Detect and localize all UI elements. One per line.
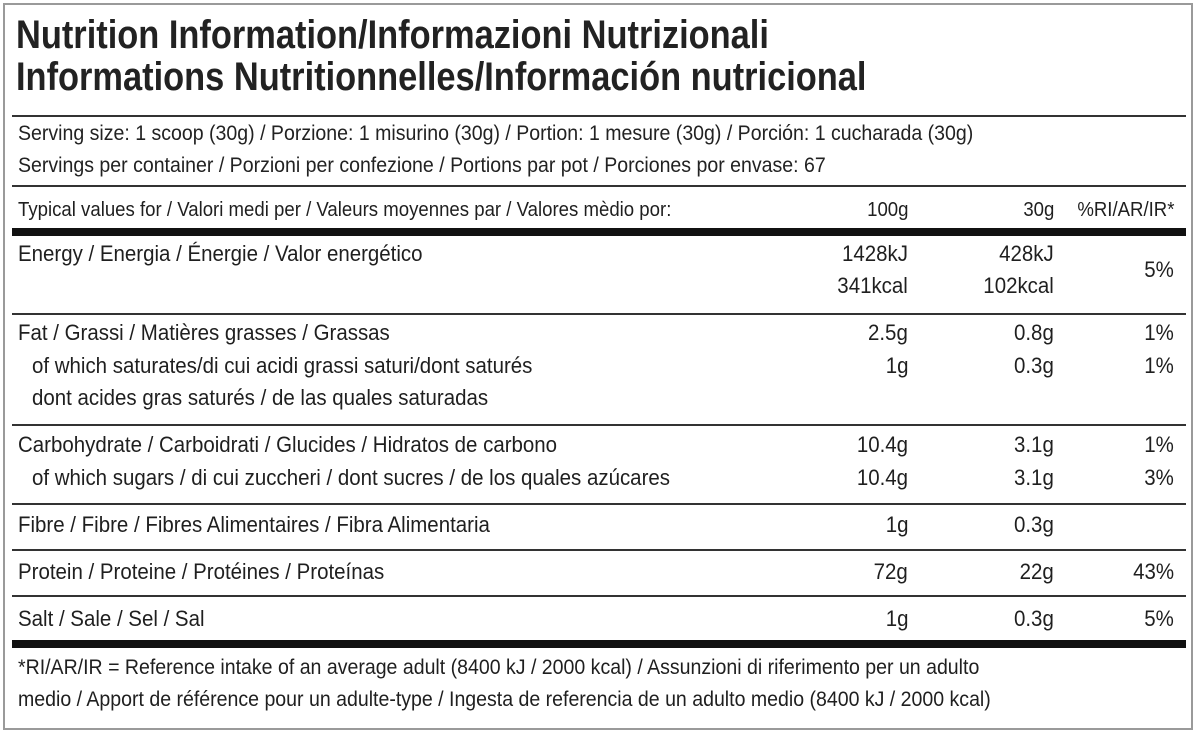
fat-ri: 1% (1144, 320, 1174, 345)
saturates-label-line-1: of which saturates/di cui acidi grassi saturi/dont saturés (32, 353, 533, 378)
salt-label: Salt / Sale / Sel / Sal (18, 606, 205, 631)
serving-info (18, 118, 1097, 182)
sugars-ri: 3% (1144, 465, 1174, 490)
fibre-divider (12, 549, 1186, 551)
energy-kcal-100g: 341kcal (837, 273, 908, 298)
panel-title (16, 14, 866, 98)
servings-per-container: Servings per container / Porzioni per confezione / Portions par pot / Porciones por envase: 67 (18, 154, 826, 177)
sugars-30g: 3.1g (1014, 465, 1054, 490)
fat-divider (12, 424, 1186, 426)
fat-30g: 0.8g (1014, 320, 1054, 345)
table-row-carbohydrate (18, 429, 1180, 493)
energy-divider (12, 313, 1186, 315)
carbohydrate-ri: 1% (1144, 432, 1174, 457)
column-header-label: Typical values for / Valori medi per / Valeurs moyennes par / Valores mèdio por: (18, 199, 672, 221)
title-divider (12, 115, 1186, 117)
energy-kj-30g: 428kJ (999, 241, 1054, 266)
carbohydrate-30g: 3.1g (1014, 432, 1054, 457)
fibre-30g: 0.3g (1014, 512, 1054, 537)
saturates-100g: 1g (885, 353, 908, 378)
fat-label: Fat / Grassi / Matières grasses / Grassas (18, 320, 390, 345)
title-line-1: Nutrition Information/Informazioni Nutrizionali (16, 13, 769, 57)
salt-ri: 5% (1144, 606, 1174, 631)
column-header-30g: 30g (1022, 199, 1054, 221)
column-header-ri: %RI/AR/IR* (1076, 199, 1174, 221)
fibre-label: Fibre / Fibre / Fibres Alimentaires / Fibra Alimentaria (18, 512, 490, 537)
protein-label: Protein / Proteine / Protéines / Proteínas (18, 559, 385, 584)
sugars-label: of which sugars / di cui zuccheri / dont sucres / de los quales azúcares (32, 465, 670, 490)
energy-kj-100g: 1428kJ (842, 241, 908, 266)
footnote-line-2: medio / Apport de référence pour un adulte-type / Ingesta de referencia de un adulto medio (8400 kJ / 2000 kcal) (18, 688, 991, 711)
energy-kcal-30g: 102kcal (983, 273, 1054, 298)
fat-100g: 2.5g (868, 320, 908, 345)
carbohydrate-divider (12, 503, 1186, 505)
title-line-2: Informations Nutritionnelles/Información nutricional (16, 55, 867, 99)
sugars-100g: 10.4g (856, 465, 908, 490)
carbohydrate-100g: 10.4g (856, 432, 908, 457)
serving-divider (12, 185, 1186, 187)
protein-divider (12, 595, 1186, 597)
energy-label: Energy / Energia / Énergie / Valor energético (18, 241, 423, 266)
salt-30g: 0.3g (1014, 606, 1054, 631)
carbohydrate-label: Carbohydrate / Carboidrati / Glucides / Hidratos de carbono (18, 432, 558, 457)
protein-30g: 22g (1019, 559, 1054, 584)
saturates-label-line-2: dont acides gras saturés / de las quales saturadas (32, 385, 489, 410)
salt-100g: 1g (885, 606, 908, 631)
salt-thick-divider (12, 640, 1186, 648)
protein-ri: 43% (1133, 559, 1174, 584)
footnote (18, 652, 1097, 716)
table-row-energy (18, 238, 1180, 302)
serving-size: Serving size: 1 scoop (30g) / Porzione: 1 misurino (30g) / Portion: 1 mesure (30g) / Porción: 1 cucharada (30g) (18, 122, 974, 145)
fibre-100g: 1g (885, 512, 908, 537)
footnote-line-1: *RI/AR/IR = Reference intake of an average adult (8400 kJ / 2000 kcal) / Assunzioni di riferimento per un adulto (18, 656, 980, 679)
saturates-ri: 1% (1144, 353, 1174, 378)
protein-100g: 72g (873, 559, 908, 584)
saturates-30g: 0.3g (1014, 353, 1054, 378)
header-thick-divider (12, 228, 1186, 236)
energy-ri: 5% (1144, 257, 1174, 282)
table-row-fat (18, 317, 1180, 413)
column-header-100g: 100g (866, 199, 908, 221)
